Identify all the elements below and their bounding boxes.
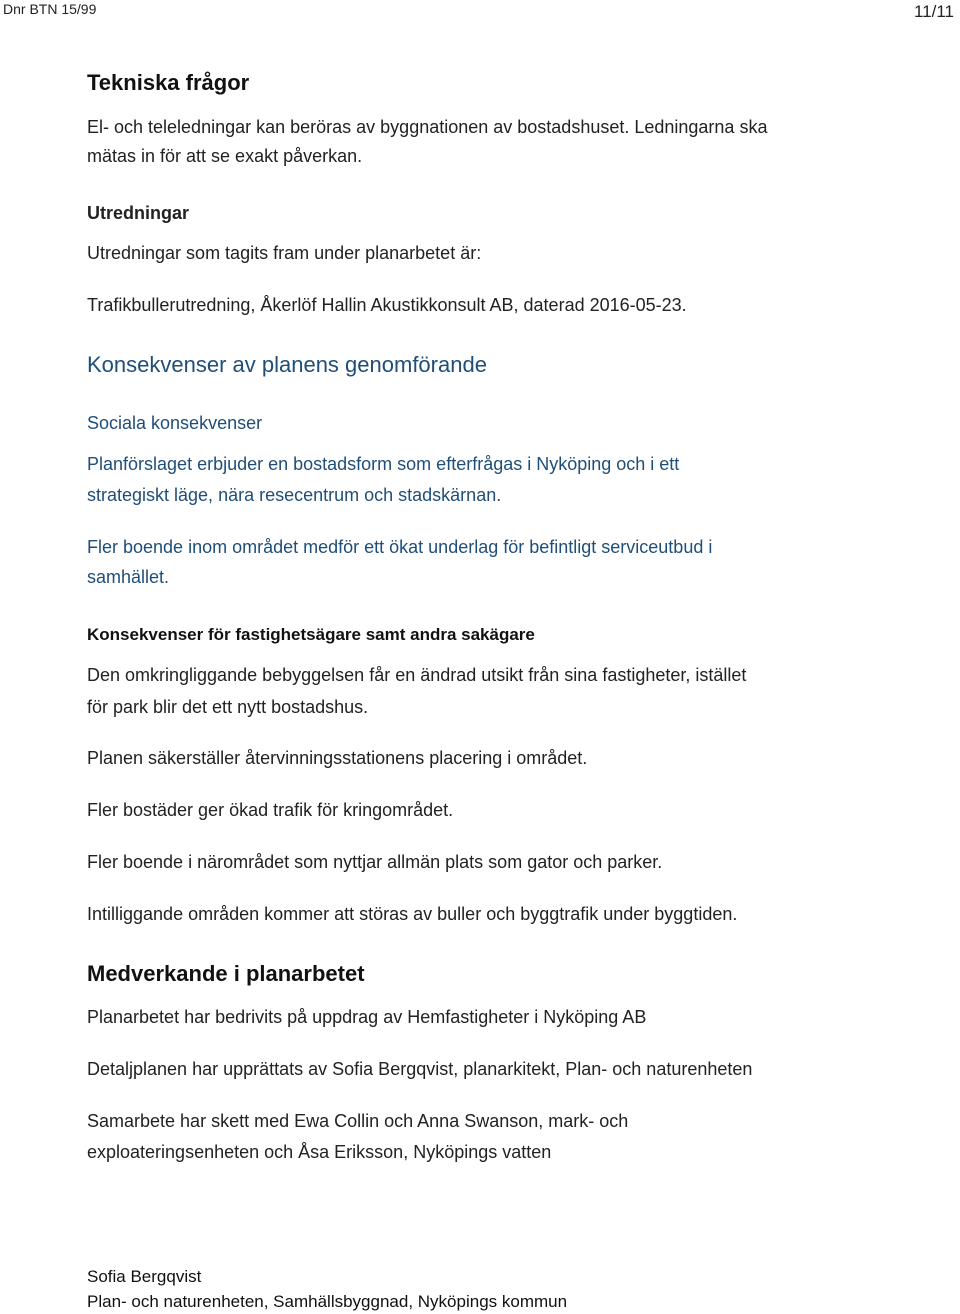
medverkande-p3-line-2: exploateringsenheten och Åsa Eriksson, Nyköpings vatten [87, 1142, 552, 1162]
fastighetsagare-p1-line-1: Den omkringliggande bebyggelsen får en ändrad utsikt från sina fastigheter, istället [87, 665, 747, 685]
heading-konsekvenser: Konsekvenser av planens genomförande [87, 352, 487, 377]
signature-name: Sofia Bergqvist [87, 1267, 202, 1286]
medverkande-p1: Planarbetet har bedrivits på uppdrag av Hemfastigheter i Nyköping AB [87, 1007, 647, 1027]
medverkande-p3-line-1: Samarbete har skett med Ewa Collin och Anna Swanson, mark- och [87, 1111, 629, 1131]
fastighetsagare-p1-line-2: för park blir det ett nytt bostadshus. [87, 697, 369, 717]
sociala-p1-line-1: Planförslaget erbjuder en bostadsform som efterfrågas i Nyköping och i ett [87, 454, 680, 474]
heading-medverkande: Medverkande i planarbetet [87, 961, 365, 986]
document-reference: Dnr BTN 15/99 [3, 1, 97, 17]
sociala-p2-line-1: Fler boende inom området medför ett ökat underlag för befintligt serviceutbud i [87, 537, 713, 557]
tekniska-paragraph-line-1: El- och teleledningar kan beröras av byggnationen av bostadshuset. Ledningarna ska [87, 117, 768, 137]
heading-sociala-konsekvenser: Sociala konsekvenser [87, 413, 263, 433]
fastighetsagare-p5: Intilliggande områden kommer att störas av buller och byggtrafik under byggtiden. [87, 904, 738, 924]
page-number: 11/11 [913, 2, 954, 21]
sociala-p2-line-2: samhället. [87, 567, 170, 587]
heading-utredningar: Utredningar [87, 203, 190, 223]
signature-unit: Plan- och naturenheten, Samhällsbyggnad, Nyköpings kommun [87, 1292, 568, 1311]
utredningar-item: Trafikbullerutredning, Åkerlöf Hallin Akustikkonsult AB, daterad 2016-05-23. [87, 295, 687, 315]
heading-fastighetsagare: Konsekvenser för fastighetsägare samt andra sakägare [87, 625, 535, 644]
fastighetsagare-p2: Planen säkerställer återvinningsstationens placering i området. [87, 748, 588, 768]
fastighetsagare-p4: Fler boende i närområdet som nyttjar allmän plats som gator och parker. [87, 852, 663, 872]
sociala-p1-line-2: strategiskt läge, nära resecentrum och stadskärnan. [87, 485, 502, 505]
heading-tekniska-fragor: Tekniska frågor [87, 70, 250, 95]
utredningar-intro: Utredningar som tagits fram under planarbetet är: [87, 243, 482, 263]
fastighetsagare-p3: Fler bostäder ger ökad trafik för kringområdet. [87, 800, 454, 820]
medverkande-p2: Detaljplanen har upprättats av Sofia Bergqvist, planarkitekt, Plan- och naturenheten [87, 1059, 753, 1079]
tekniska-paragraph-line-2: mätas in för att se exakt påverkan. [87, 146, 363, 166]
